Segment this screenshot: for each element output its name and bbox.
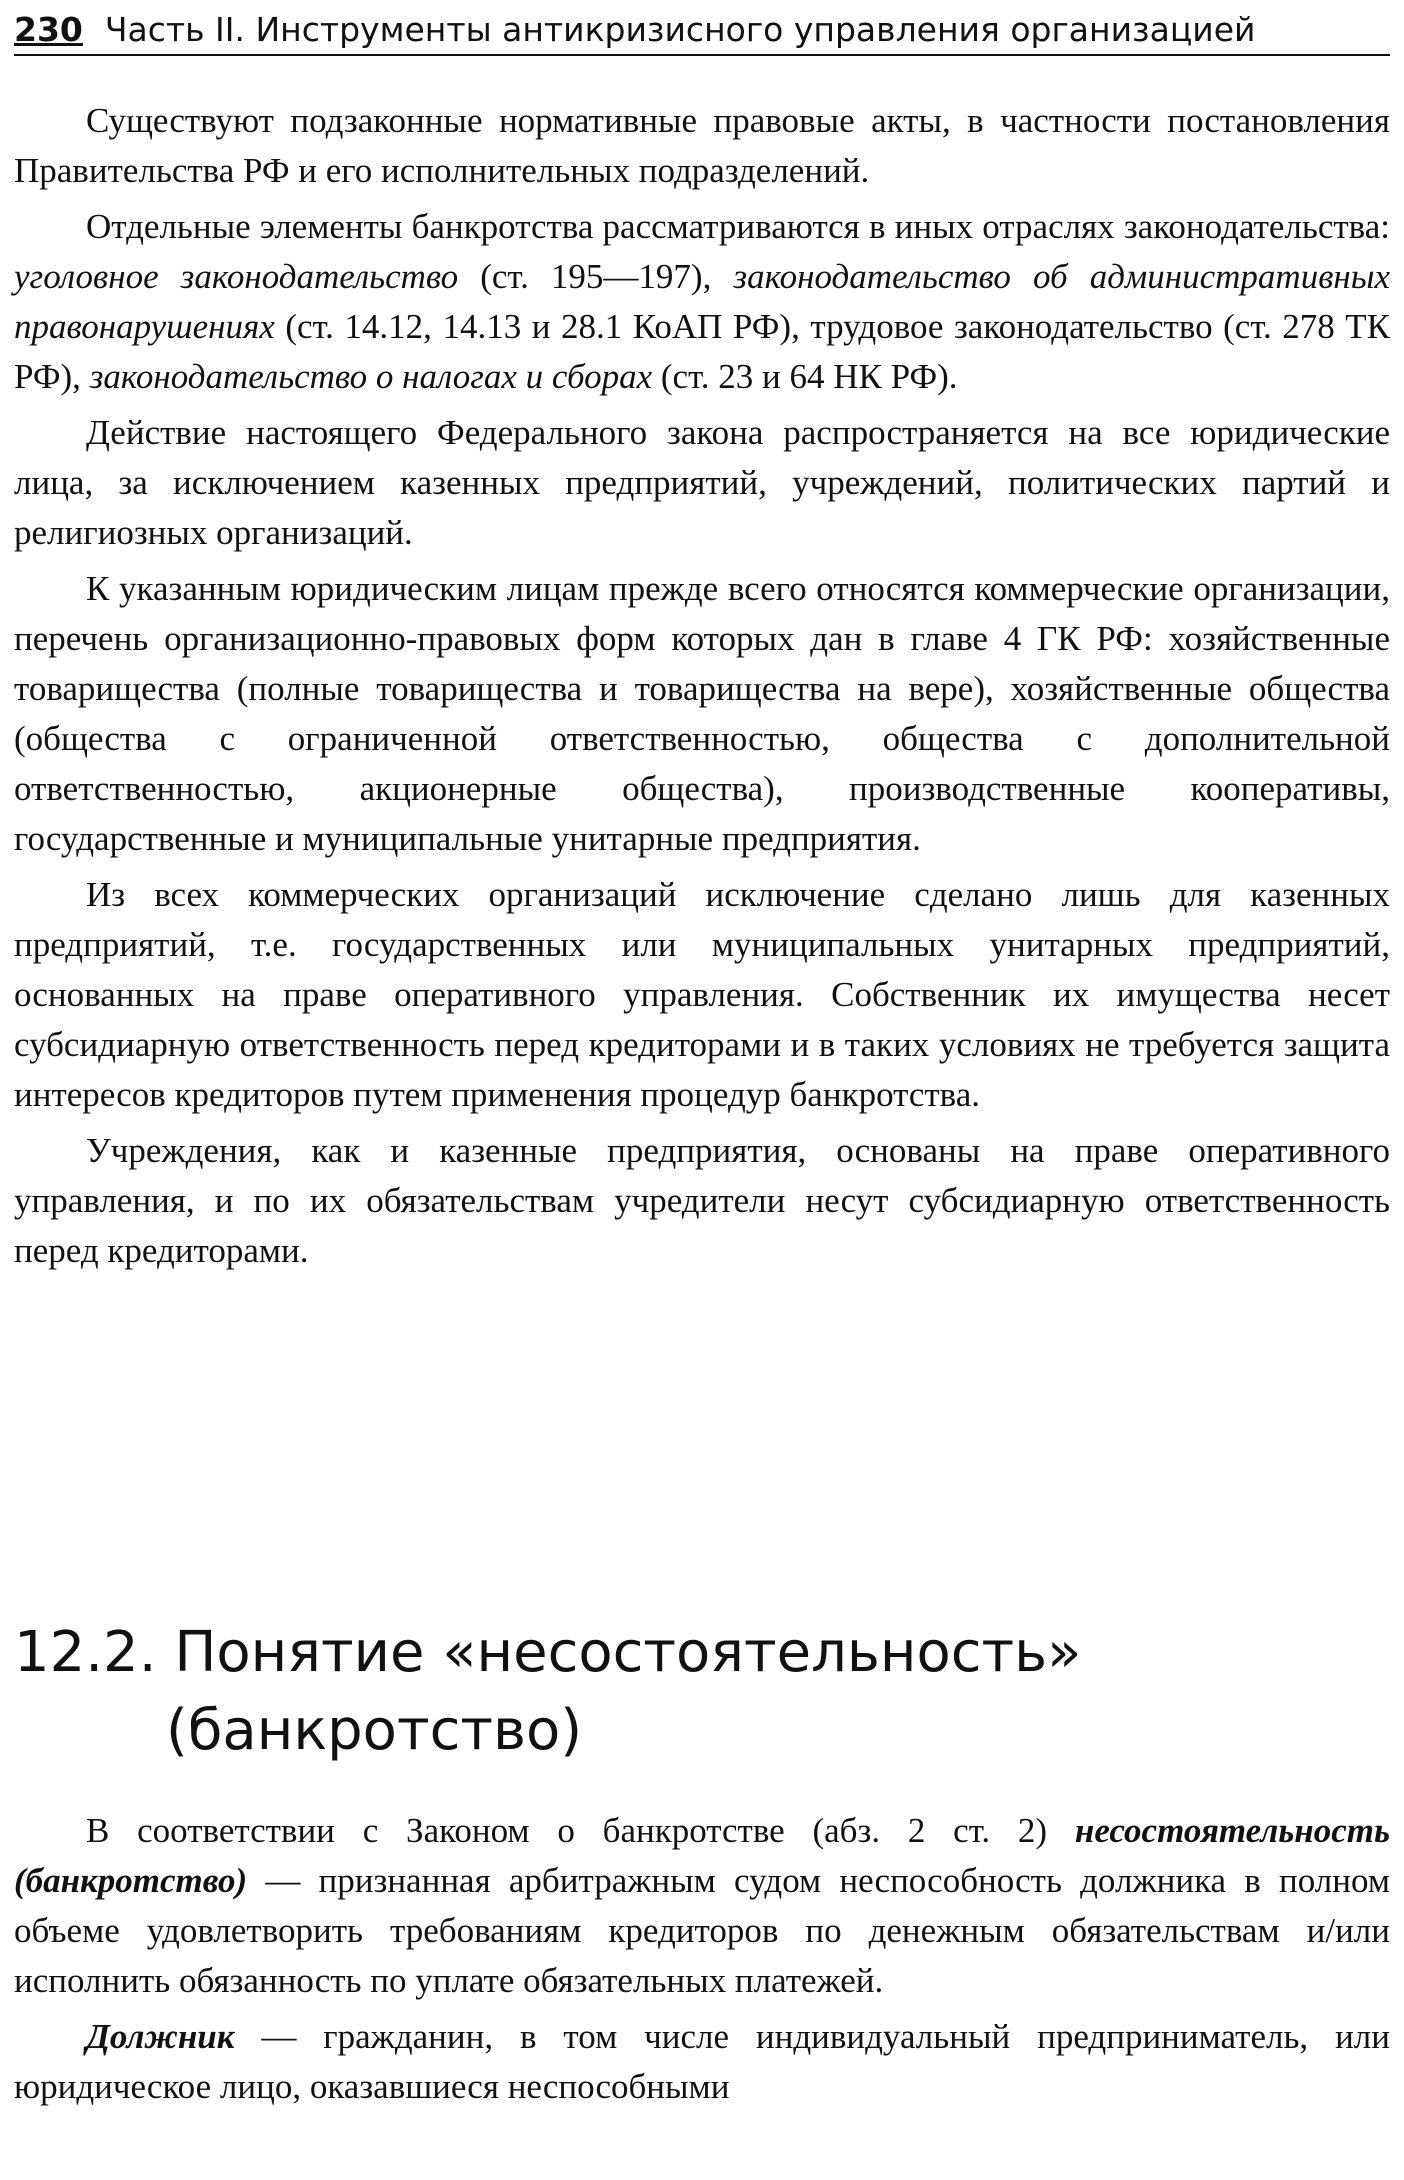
body-text <box>14 96 1390 1282</box>
p2-text-g: (ст. 23 и 64 НК РФ). <box>652 357 958 396</box>
paragraph-6: Учреждения, как и казенные предприятия, основаны на праве оперативного управления, и по их обязательствам учредители несут субсидиарную ответственность перед кредиторами. <box>14 1131 1390 1270</box>
section-paragraph-2 <box>14 2012 1390 2112</box>
section-title-line-2: (банкротство) <box>166 1698 583 1763</box>
section-title-line-1: Понятие «несостоятельность» <box>174 1620 1082 1685</box>
p2-italic-admin-law: законодательство об административных правонарушениях <box>14 257 1390 346</box>
page-number: 230 <box>14 10 83 49</box>
section-number: 12.2. <box>14 1620 157 1685</box>
section-heading <box>14 1614 1390 1770</box>
paragraph-1: Существуют подзаконные нормативные правовые акты, в частности постановления Правительства РФ и его исполнительных подразделений. <box>14 101 1390 190</box>
paragraph-4: К указанным юридическим лицам прежде всего относятся коммерческие организации, перечень организационно-правовых форм которых дан в главе 4 ГК РФ: хозяйственные товарищества (полные товарищества и товарищества на вере), хозяйственные общества (общества с ограниченной ответственностью, общества с дополнительной ответственностью, акционерные общества), производственные кооперативы, государственные и муниципальные унитарные предприятия. <box>14 569 1390 858</box>
p2-text-a: Отдельные элементы банкротства рассматриваются в иных отраслях законодательства: <box>86 207 1390 246</box>
paragraph-2 <box>14 202 1390 402</box>
section-body-text <box>14 1806 1390 2118</box>
running-title: Часть II. Инструменты антикризисного управления организацией <box>104 10 1256 49</box>
p2-italic-criminal-law: уголовное законодательство <box>14 257 459 296</box>
sp1-term-insolvency: несостоятельность (банкротство) <box>14 1811 1390 1900</box>
sp2-term-debtor: Должник <box>86 2017 235 2056</box>
p2-text-e: (ст. 14.12, 14.13 и 28.1 КоАП РФ), трудовое законодательство (ст. 278 ТК РФ), <box>14 307 1390 396</box>
sp1-text-c: — признанная арбитражным судом неспособность должника в полном объеме удовлетворить требованиям кредиторов по денежным обязательствам и/или исполнить обязанность по уплате обязательных платежей. <box>14 1861 1390 2000</box>
sp1-text-a: В соответствии с Законом о банкротстве (абз. 2 ст. 2) <box>86 1811 1075 1850</box>
section-paragraph-1 <box>14 1806 1390 2006</box>
paragraph-3: Действие настоящего Федерального закона распространяется на все юридические лица, за исключением казенных предприятий, учреждений, политических партий и религиозных организаций. <box>14 413 1390 552</box>
p2-italic-tax-law: законодательство о налогах и сборах <box>89 357 653 396</box>
running-header <box>14 6 1390 56</box>
p2-text-c: (ст. 195—197), <box>458 257 734 296</box>
paragraph-5: Из всех коммерческих организаций исключение сделано лишь для казенных предприятий, т.е. государственных или муниципальных унитарных предприятий, основанных на праве оперативного управления. Собственник их имущества несет субсидиарную ответственность перед кредиторами и в таких условиях не требуется защита интересов кредиторов путем применения процедур банкротства. <box>14 875 1390 1114</box>
sp2-text-b: — гражданин, в том числе индивидуальный предприниматель, или юридическое лицо, оказавшиеся неспособными <box>14 2017 1390 2106</box>
